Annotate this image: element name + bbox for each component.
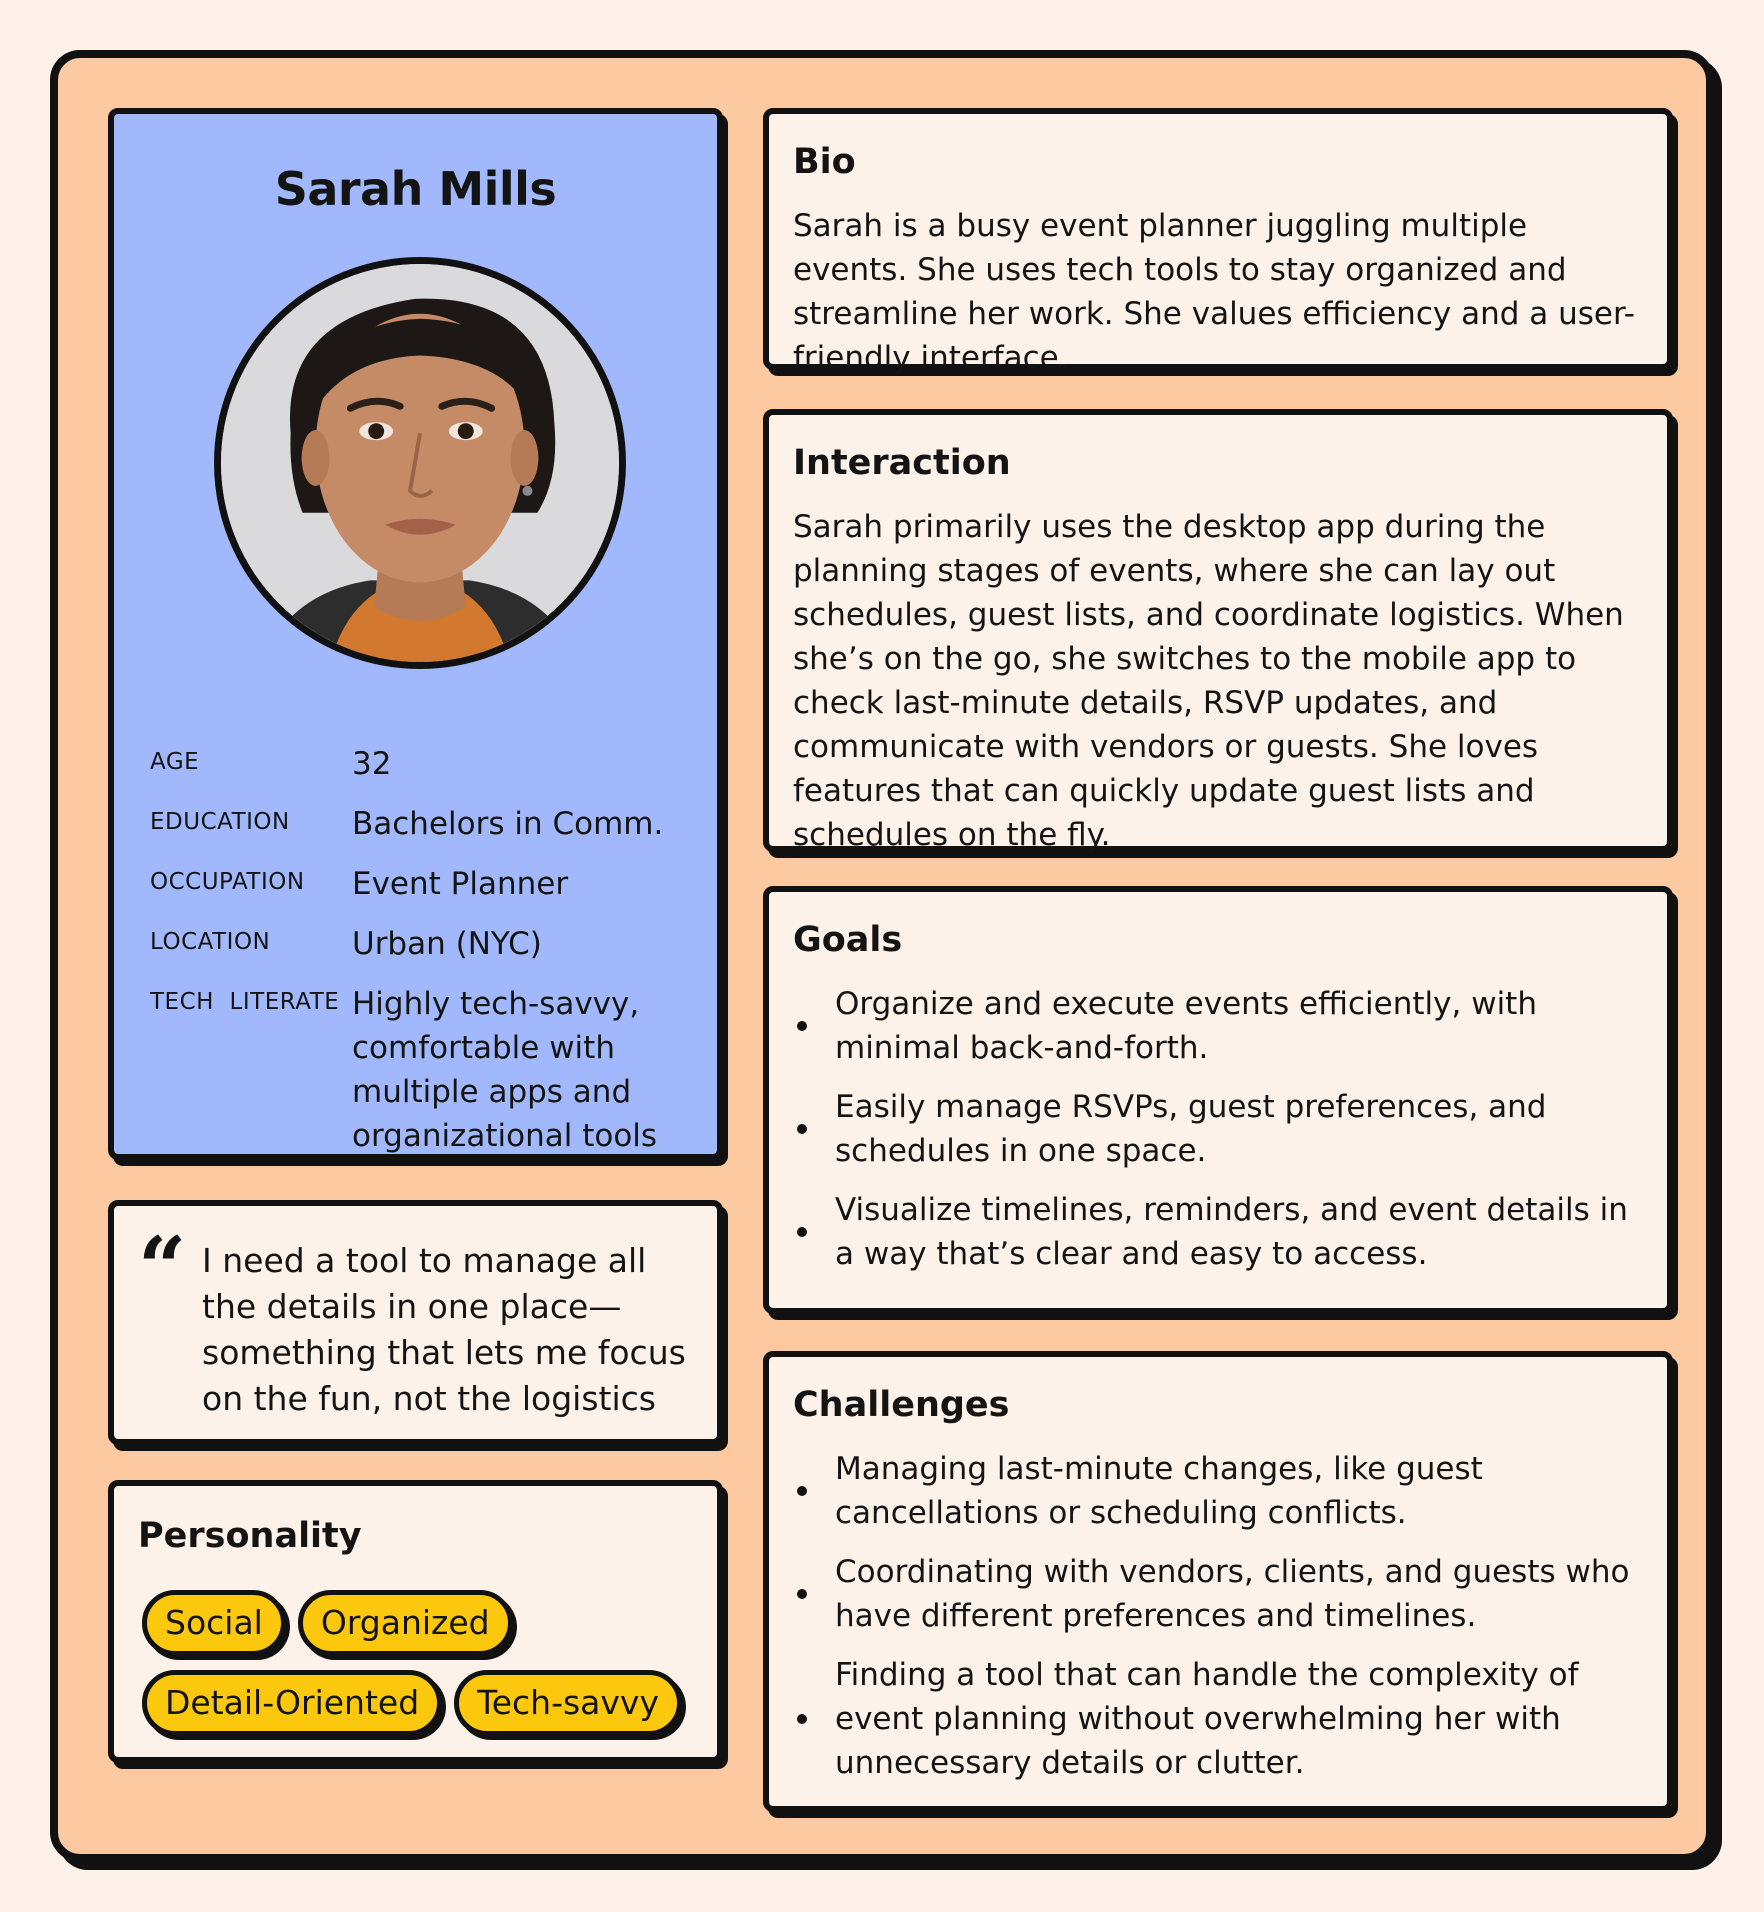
goals-title: Goals xyxy=(793,920,903,960)
info-label: AGE xyxy=(150,749,200,775)
interaction-title: Interaction xyxy=(793,443,1011,483)
personality-title: Personality xyxy=(138,1516,362,1556)
personality-card xyxy=(108,1480,723,1763)
info-row-tech-literate xyxy=(150,982,692,1158)
avatar xyxy=(214,257,626,669)
personality-tag: Tech-savvy xyxy=(454,1670,682,1736)
list-item xyxy=(793,1085,1643,1173)
goals-list xyxy=(793,982,1643,1276)
bullet-icon xyxy=(797,1227,807,1237)
bio-text: Sarah is a busy event planner juggling multiple events. She uses tech tools to stay organized and streamline her work. She values efficiency and a user-friendly interface. xyxy=(793,208,1635,376)
goals-card xyxy=(763,886,1673,1314)
goal-text: Easily manage RSVPs, guest preferences, and schedules in one space. xyxy=(835,1089,1547,1169)
quote-icon: “ xyxy=(138,1218,187,1317)
interaction-text: Sarah primarily uses the desktop app during the planning stages of events, where she can lay out schedules, guest lists, and coordinate logistics. When she’s on the go, she switches to the mobile app to check last-minute details, RSVP updates, and communicate with vendors or guests. She loves features that can quickly update guest lists and schedules on the fly. xyxy=(793,509,1624,853)
bullet-icon xyxy=(797,1124,807,1134)
info-row-age xyxy=(150,742,692,802)
info-value: 32 xyxy=(352,746,392,782)
challenge-text: Managing last-minute changes, like guest cancellations or scheduling conflicts. xyxy=(835,1451,1483,1531)
challenges-title: Challenges xyxy=(793,1385,1010,1425)
info-value: Urban (NYC) xyxy=(352,926,542,962)
quote-text: I need a tool to manage all the details in one place— something that lets me focus on the fun, not the logistics xyxy=(202,1241,686,1418)
profile-card xyxy=(108,108,723,1160)
info-label: LOCATION xyxy=(150,929,271,955)
challenge-text: Finding a tool that can handle the complexity of event planning without overwhelming her with unnecessary details or clutter. xyxy=(835,1657,1579,1781)
challenges-card xyxy=(763,1351,1673,1812)
info-value: Event Planner xyxy=(352,866,569,902)
bullet-icon xyxy=(797,1021,807,1031)
info-row-occupation xyxy=(150,862,692,922)
list-item xyxy=(793,1447,1643,1535)
goal-text: Organize and execute events efficiently, with minimal back-and-forth. xyxy=(835,986,1537,1066)
avatar-portrait-icon xyxy=(221,264,619,662)
persona-frame xyxy=(50,50,1714,1862)
info-row-location xyxy=(150,922,692,982)
info-label: EDUCATION xyxy=(150,809,290,835)
info-row-education xyxy=(150,802,692,862)
challenges-list xyxy=(793,1447,1643,1785)
goal-text: Visualize timelines, reminders, and event details in a way that’s clear and easy to access. xyxy=(835,1192,1628,1272)
list-item xyxy=(793,1550,1643,1638)
interaction-card xyxy=(763,409,1673,852)
quote-card xyxy=(108,1200,723,1445)
list-item xyxy=(793,1653,1643,1785)
personality-tag: Organized xyxy=(298,1590,513,1656)
list-item xyxy=(793,1188,1643,1276)
bullet-icon xyxy=(797,1589,807,1599)
personality-tag: Detail-Oriented xyxy=(142,1670,442,1736)
info-label: OCCUPATION xyxy=(150,869,305,895)
challenge-text: Coordinating with vendors, clients, and guests who have different preferences and timelines. xyxy=(835,1554,1630,1634)
list-item xyxy=(793,982,1643,1070)
bullet-icon xyxy=(797,1714,807,1724)
info-label: TECH LITERATE xyxy=(150,989,340,1015)
bio-card xyxy=(763,108,1673,376)
personality-tags xyxy=(142,1590,702,1736)
persona-name: Sarah Mills xyxy=(274,162,557,216)
bullet-icon xyxy=(797,1486,807,1496)
profile-info xyxy=(150,742,692,1158)
personality-tag: Social xyxy=(142,1590,286,1656)
bio-title: Bio xyxy=(793,142,856,182)
info-value: Highly tech-savvy, comfortable with multiple apps and organizational tools xyxy=(352,986,658,1154)
info-value: Bachelors in Comm. xyxy=(352,806,664,842)
